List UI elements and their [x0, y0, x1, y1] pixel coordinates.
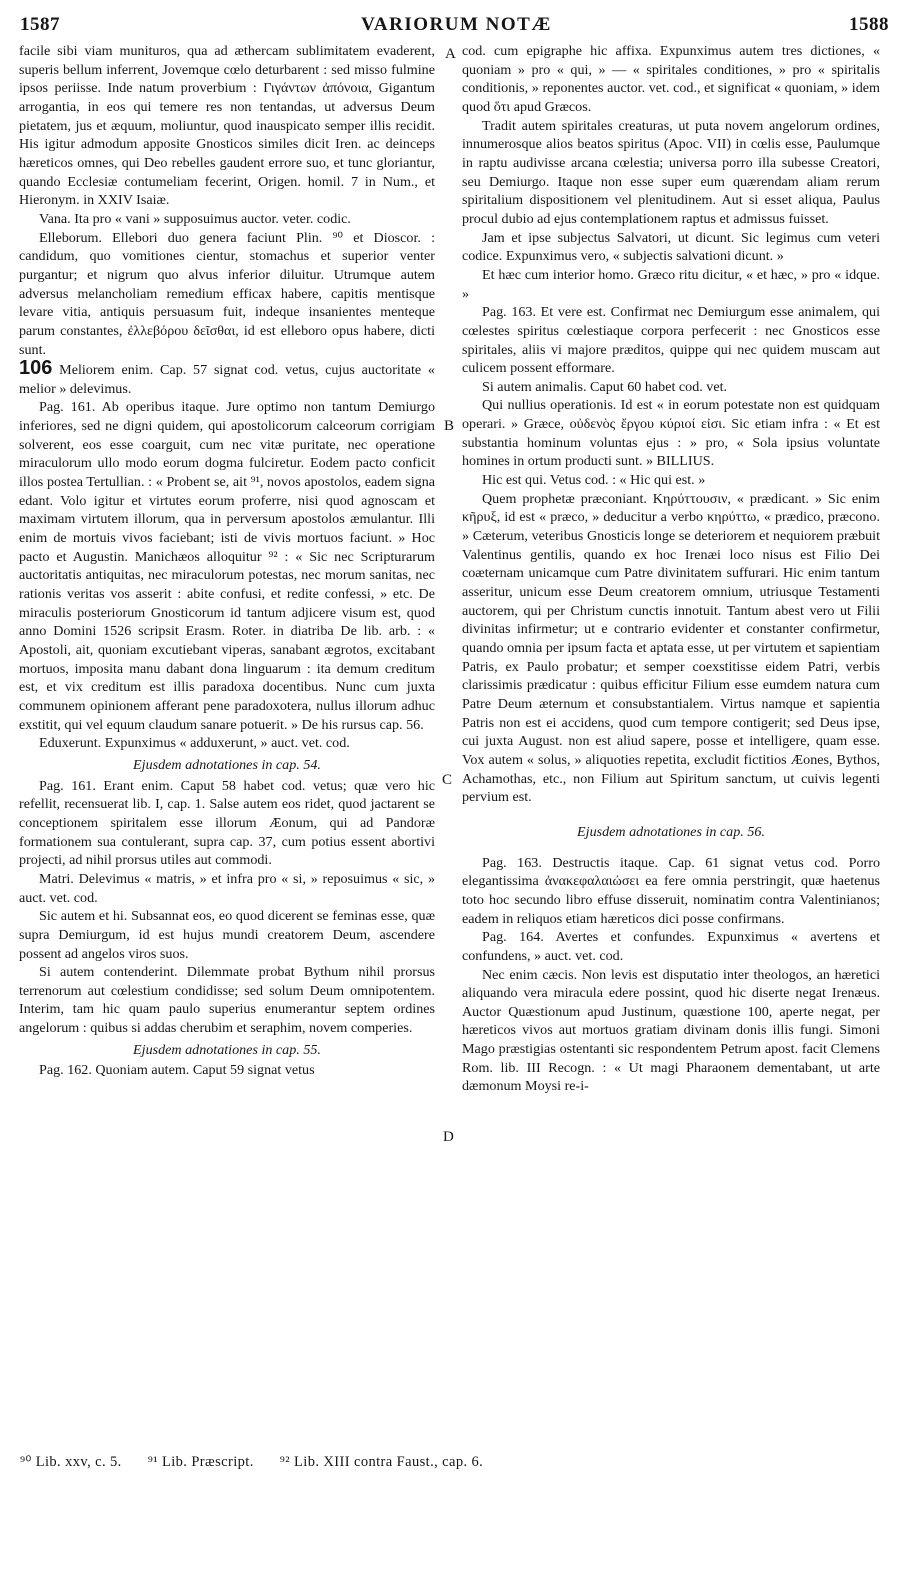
footnote: ⁹¹ Lib. Præscript. — [147, 1454, 254, 1470]
footnotes — [20, 1452, 880, 1472]
note-paragraph: Et hæc cum interior homo. Græco ritu dicitur, « et hæc, » pro « idque. » — [462, 266, 880, 302]
section-heading: Ejusdem adnotationes in cap. 54. — [133, 756, 321, 773]
note-paragraph: Tradit autem spiritales creaturas, ut puta novem angelorum ordines, innumerosque alios beatos spiritus (Apoc. VII) in cœlis esse, Paulumque in raptu audivisse arcana cœlestia; universa porro illa subesse Creatori, seu Demiurgo. Itaque non esse super eum quærendam aliam rerum spiritalium dispositionem vel plenitudinem. Aut si esset aliqua, Paulus procul dubio ad ejus contemplationem raptus et admissus fuisset. — [462, 117, 880, 227]
note-paragraph: Pag. 161. Erant enim. Caput 58 habet cod. vetus; quæ vero hic refellit, recensuerat lib. I, cap. 1. Salse autem eos ridet, quod jactarent se conceptionem spiritalem esse illorum Æonum, qui ad Pandoræ formationem sua contulerant, supra cap. 37, cum potius essent abortivi projecti, ad nihil prorsus utiles aut commodi. — [19, 777, 435, 869]
margin-letter-a: A — [445, 46, 456, 62]
left-page-number: 1587 — [20, 14, 60, 35]
note-paragraph: Matri. Delevimus « matris, » et infra pro « si, » reposuimus « sic, » auct. vet. cod. — [19, 870, 435, 906]
note-paragraph: Vana. Ita pro « vani » supposuimus auctor. veter. codic. — [39, 210, 351, 227]
right-page-number: 1588 — [849, 14, 889, 35]
footnote: ⁹² Lib. XIII contra Faust., cap. 6. — [279, 1454, 484, 1470]
margin-letter-d: D — [443, 1129, 454, 1145]
note-paragraph: Pag. 163. Et vere est. Confirmat nec Demiurgum esse animalem, qui cœlestes spiritus cœlestiaque corpora perfecerit : nec Gnosticos esse spiritales, aliis vi majore præditos, quippe qui nec quidem muscam aut culicem possent efformare. — [462, 304, 880, 377]
footnote: ⁹⁰ Lib. xxv, c. 5. — [20, 1454, 122, 1470]
running-title: VARIORUM NOTÆ — [361, 14, 552, 35]
section-number: 106 — [19, 357, 53, 380]
section-heading: Ejusdem adnotationes in cap. 55. — [133, 1041, 321, 1058]
left-column — [19, 42, 435, 1080]
note-paragraph: Jam et ipse subjectus Salvatori, ut dicunt. Sic legimus cum veteri codice. Expunximus vero, « subjectis salvationi dicunt. » — [462, 229, 880, 265]
right-column — [462, 42, 880, 1096]
note-paragraph: Sic autem et hi. Subsannat eos, eo quod dicerent se feminas esse, quæ supra Demiurgum, id est hujus mundi creatorem Deum, ascendere possent ad angelos viros suos. — [19, 908, 435, 962]
note-paragraph: Pag. 162. Quoniam autem. Caput 59 signat vetus — [39, 1062, 315, 1079]
note-paragraph: Nec enim cæcis. Non levis est disputatio inter theologos, an hæretici aliquando vera miracula edere possint, quod hic diserte negat Irenæus. Auctor Quæstionum apud Justinum, quæstione 100, aperte negat, per hæreticos vivos aut mortuos gratiam divinam donis illis fungi. Simoni Mago præstigias ostentanti sic respondentem Petrum apost. facit Clemens Rom. lib. III Recogn. : « Ut magi Pharaonem dementabant, ut arte dæmonum Moysi re-i- — [462, 966, 880, 1095]
note-text: Meliorem enim. Cap. 57 signat cod. vetus, cujus auctoritate « melior » delevimus. — [19, 362, 435, 397]
note-paragraph: cod. cum epigraphe hic affixa. Expunximus autem tres dictiones, « quoniam » pro « qui, » — « spiritales conditiones, » pro « spiritalis conditionis, » reponentes auctor. vet. cod., et significat « quoniam, » idem quod ὅτι apud Græcos. — [462, 43, 880, 115]
section-heading: Ejusdem adnotationes in cap. 56. — [577, 823, 765, 840]
note-paragraph: facile sibi viam munituros, qua ad æthercam sublimitatem evaderent, superis bellum inferrent, Jovemque cœlo deturbarent : sed misso fulmine ipsos periisse. Inde natum proverbium : Γιγάντων ἀπόνοια, Gigantum arrogantia, in eos qui temere res non tentandas, ut adversus Deum pietatem, jus et æquum, moliuntur, quod inauspicato semper illis recidit. His igitur admodum apposite Gnosticos similes dicit Iren. ac deinceps hæreticos omnes, qui Deo rebelles gaudent errore suo, et tunc gloriantur, quando Ecclesiæ contumeliam fecerint, Origen. homil. 7 in Num., et Hieronym. in XXIV Isaiæ. — [19, 43, 435, 209]
note-paragraph: Pag. 161. Ab operibus itaque. Jure optimo non tantum Demiurgo inferiores, sed ne digni quidem, qui apostolicorum calceorum corrigiam solverent, eos esse coarguit, cum nec vitæ puritate, nec operatione miraculorum ullo modo eorum dogma fulciretur. Eodem pacto conficit illos postea Tertullian. : « Probent se, ait ⁹¹, novos apostolos, eadem signa edant. Volo igitur et virtutes eorum proferre, nisi quod agnoscam et maximam virtutem illorum, qua in perversum apostolos æmulantur. Illi enim de mortuis vivos faciebant; isti de vivis mortuos faciunt. » Hoc pacto et Augustin. Manichæos alloquitur ⁹² : « Sic nec Scripturarum auctoritatis antiquitas, nec miraculorum potestas, nec morum sanitas, nec rationis veritas vos asserit : abite confusi, et redite confessi, » etc. De miraculis posteriorum Gnosticorum id tantum adjicere visum est, quod anno Domini 1526 scripsit Erasm. Roter. in diatriba De lib. arb. : « Apostoli, ait, quoniam excutiebant viperas, sanabant ægrotos, excitabant mortuos, imposita manu dabant dona linguarum : ita demum creditum est, et vix creditum est illis paradoxa docentibus. Nunc cum juxta communem opinionem afferant pene paradoxotera, nullus illorum adhuc exstitit, qui vel equum claudum sanare potuerit. » De his rursus cap. 56. — [19, 399, 435, 733]
note-paragraph: Hic est qui. Vetus cod. : « Hic qui est. » — [482, 472, 706, 489]
note-paragraph: Eduxerunt. Expunximus « adduxerunt, » auct. vet. cod. — [39, 735, 350, 752]
note-paragraph: Si autem contenderint. Dilemmate probat Bythum nihil prorsus terrenorum aut cœlestium condidisse; sed solum Deum omnipotentem. Interim, tam hic quam paulo superius enumerantur septem ordines angelorum : quibus si addas cherubim et seraphim, novem comperies. — [19, 964, 435, 1037]
note-paragraph: Si autem animalis. Caput 60 habet cod. vet. — [482, 378, 728, 395]
note-paragraph: Pag. 163. Destructis itaque. Cap. 61 signat vetus cod. Porro elegantissima ἀνακεφαλαιώσει ea fere omnia perstringit, quæ haetenus toto hoc secundo libro effuse disseruit, nominatim contra Valentinianos; eadem in reliquos etiam hæreticos dici posse confirmans. — [462, 854, 880, 927]
note-paragraph: Quem prophetæ præconiant. Κηρύττουσιν, « prædicant. » Sic enim κῆρυξ, id est « præco, » deducitur a verbo κηρύττω, « prædico, præcono. » Cæterum, veteribus Gnosticis longe se deteriorem et nequiorem præbuit Valentinus gentilis, quando ex hoc Irenæi loco nisus est Filio Dei coæternam unicamque cum Patre divinitatem suffurari. Hic enim tantum asseritur, unicum esse Deum creatorem omnium, utriusque Testamenti auctorem, qui per Christum cunctis innotuit. Tantum abest vero ut Filii divinitas infirmetur; ut e contrario evidenter et constanter confirmetur, quando omnia per ipsum facta et aptata esse, ut per virtutem et sapientiam Patris, ex Paulo probatur; et semper coexstitisse eidem Patri, verbis clarissimis prædicatur : quibus efficitur Filium esse eumdem natura cum Patre Deum æternum et consubstantialem. Virtus namque et sapientia Patris non est ei accidens, quod cum tempore contigerit; sed Deus ipse, cui juxta August. non est aliud sapere, posse et intelligere, quam esse. Vox autem « solus, » aliquoties repetita, excludit fictitios Æones, Bythos, Achamothas, etc., non Filium aut Spiritum sanctum, ut cuivis legenti pervium est. — [462, 490, 880, 806]
note-paragraph: Elleborum. Ellebori duo genera faciunt Plin. ⁹⁰ et Dioscor. : candidum, quo vomitiones cientur, stomachus et superior venter purgantur; et nigrum quo alvus inferior diluitur. Utrumque autem adversus melancholiam remedium efficax habere, capitis mentisque levare vitia, antiquis persuasum fuit, indeque insanientes menteque parum constantes, ἐλλεβόρου δεῖσθαι, id est elleboro opus habere, dicti sunt. — [19, 229, 435, 358]
note-paragraph: Qui nullius operationis. Id est « in eorum potestate non est quidquam operari. » Græce, οὐδενὸς ἔργου κύριοί εἰσι. Sic etiam infra : « Et est substantia hominum voluntas ejus : » pro, « Sola ipsius voluntate homines in ortum producti sunt. » BILLIUS. — [462, 397, 880, 470]
note-paragraph — [19, 359, 435, 398]
note-paragraph: Pag. 164. Avertes et confundes. Expunximus « avertens et confundens, » auct. vet. cod. — [462, 929, 880, 964]
margin-letter-b: B — [444, 418, 455, 434]
margin-letter-c: C — [442, 772, 453, 788]
